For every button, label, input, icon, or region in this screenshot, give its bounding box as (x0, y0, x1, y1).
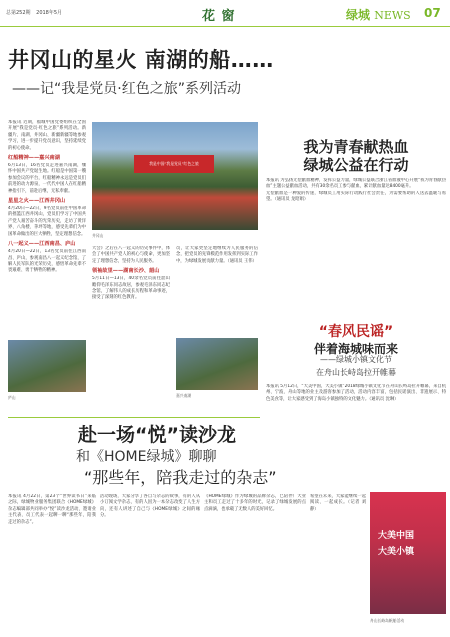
brand-logo (346, 6, 411, 23)
issue-number: 总第252期 (6, 10, 31, 16)
bottom-column-1: 本报讯 4月22日，第23个“世界读书日”来临之际，绿城物业服务集团联合《HOME绿城》杂志编辑部共同举办“悦”读沙龙活动，邀请业主代表、员工代表一起聊一聊“那些年，陪我走过的杂志”。 (8, 494, 96, 525)
brand-en: NEWS (374, 9, 411, 22)
book-title-2: 大美小镇 (378, 547, 415, 557)
article-paragraph: 6月13日，16名党员走进嘉兴南湖，缅怀中国共产党诞生地。红船是中国第一艘参加会议的平台，红船精神永远是党员们前进的动力源泉，一代代中国人在红船精神指引下，前赴后继，无私奉献。 (8, 163, 86, 194)
photo-banner: 我是中国“我是党员”红色之旅 (134, 155, 214, 173)
article-column-b (92, 246, 170, 410)
group-photo (92, 122, 258, 230)
article-paragraph: 无偿献血是一种爱的传递，绿城员工用实际行动践行社会责任，为需要帮助的人送去温暖与希望。（通讯员 龙昭娟） (266, 190, 446, 203)
right-subhead-1: ——绿城小镇文化节 (320, 355, 392, 364)
bottom-headline-3: “那些年，陪我走过的杂志” (84, 468, 277, 487)
book-cover-image (370, 492, 446, 614)
issue-date: 2018年5月 (36, 10, 63, 16)
brand-cn: 绿城 (346, 8, 371, 22)
article-paragraph: 本报讯 为弘扬无偿献血精神，发挥公益力量，绿城公益联合浙江省血液中心开展“我为青春献热血”主题公益献血活动，共有30余名员工参与献血，累计献血量达8400毫升。 (266, 178, 446, 190)
right-subhead-2: 在舟山长峙岛拉开帷幕 (316, 368, 396, 377)
right-headline-4: 伴着海城味而来 (313, 342, 398, 356)
photo-caption: 井冈山 (92, 233, 104, 238)
bottom-headline-1: 赴一场“悦”读沙龙 (78, 424, 236, 446)
section-heading-2: 星星之火——江西井冈山 (8, 198, 66, 205)
main-headline: 井冈山的星火 南湖的船…… (8, 48, 274, 72)
photo-caption: 庐山 (8, 395, 16, 400)
right-article-2 (266, 384, 446, 484)
article-paragraph: 大会》之后在八一起义的历史事件中，体会了中国共产党人的初心与使命，更加坚定了理想信念，坚持为人民服务。 (92, 246, 170, 264)
column-title: 花 窗 (202, 9, 236, 24)
section-heading-1: 红船精神——嘉兴南湖 (8, 155, 60, 162)
issue-info (6, 9, 66, 16)
right-headline-2: 绿城公益在行动 (303, 156, 409, 174)
article-intro: 本报讯 近期，福城中国党委组织在全国开展“我是党员·红色之旅”系列活动。新疆片、南湖、井冈山、新疆新疆等地参观学习，进一步提升党员意识，坚持延续党的初心使命。 (8, 120, 86, 151)
right-headline-1: 我为青春献热血 (303, 138, 409, 156)
right-headline-3: “春风民谣” (318, 324, 394, 340)
right-article-1 (266, 178, 446, 314)
photo-caption: 舟山长峙岛帆船活动 (370, 618, 405, 623)
bottom-column-4: 希望在未来，大家能继续一起阅读、一起成长。（记者 刘静） (310, 494, 366, 512)
photo-nanhu (176, 338, 258, 390)
main-subhead: ——记“我是党员·红色之旅”系列活动 (12, 81, 241, 97)
bottom-column-2: 活动现场，大家分享了各自与杂志的故事，有的人从小订阅文学杂志，有的人因为一本杂志改变了人生方向，还有人讲述了自己与《HOME绿城》之间的缘分。 (100, 494, 200, 519)
section-heading-4: 领袖故里——湖南长沙、韶山 (92, 268, 160, 275)
photo-lushan (8, 340, 86, 392)
page-header (0, 0, 450, 27)
article-paragraph: 员，让大家更坚定地继续为人民服务的信念，把党员的先锋模范作用发挥到实际工作中，为绿城发展贡献力量。（通讯员 王伟） (176, 246, 258, 264)
page-number: 07 (424, 6, 441, 20)
bottom-headline-2: 和《HOME绿城》聊聊 (76, 449, 217, 465)
bottom-column-3: 《HOME绿城》作为绿城的品牌杂志，已陪伴广大业主和员工走过了十多年的时光，记录了绿城发展的点点滴滴，也承载了无数人的美好回忆。 (204, 494, 306, 512)
article-paragraph: 本报讯 5月12日，“大美中国，大美小镇”2018绿城小镇文化节在舟山长峙岛拉开帷幕，来自杭州、宁波、舟山等地的业主及游客参加了活动，活动内容丰富，包括民谣演出、非遗展示、特色美食等，让大家感受到了海岛小镇独特的文化魅力。（通讯员 沈琳） (266, 384, 446, 402)
section-divider (8, 417, 260, 418)
book-title-1: 大美中国 (378, 531, 415, 541)
article-paragraph: 5月11日—13日，40余名党员前往韶山瞻仰毛泽东同志故居，参观毛泽东同志纪念馆，了解伟人的成长历程和革命事迹，接受了深刻的红色教育。 (92, 276, 170, 301)
section-heading-3: 八一起义——江西南昌、庐山 (8, 241, 76, 248)
article-paragraph: 4月20日—22日，13名党员前往江西南昌、庐山，参观南昌八一起义纪念馆，了解人民军队的光荣历史，感悟革命先辈不畏艰难、勇于牺牲的精神。 (8, 249, 86, 274)
photo-caption: 嘉兴南湖 (176, 393, 192, 398)
article-paragraph: 4月20日—22日，9名党员前往中国革命的摇篮江西井冈山，党员们学习了中国共产党人艰苦奋斗的光荣历史，走访了黄洋界、八角楼、茅坪等地，感受先辈们为中国革命做出的巨大牺牲，坚定理想信念。 (8, 206, 86, 237)
